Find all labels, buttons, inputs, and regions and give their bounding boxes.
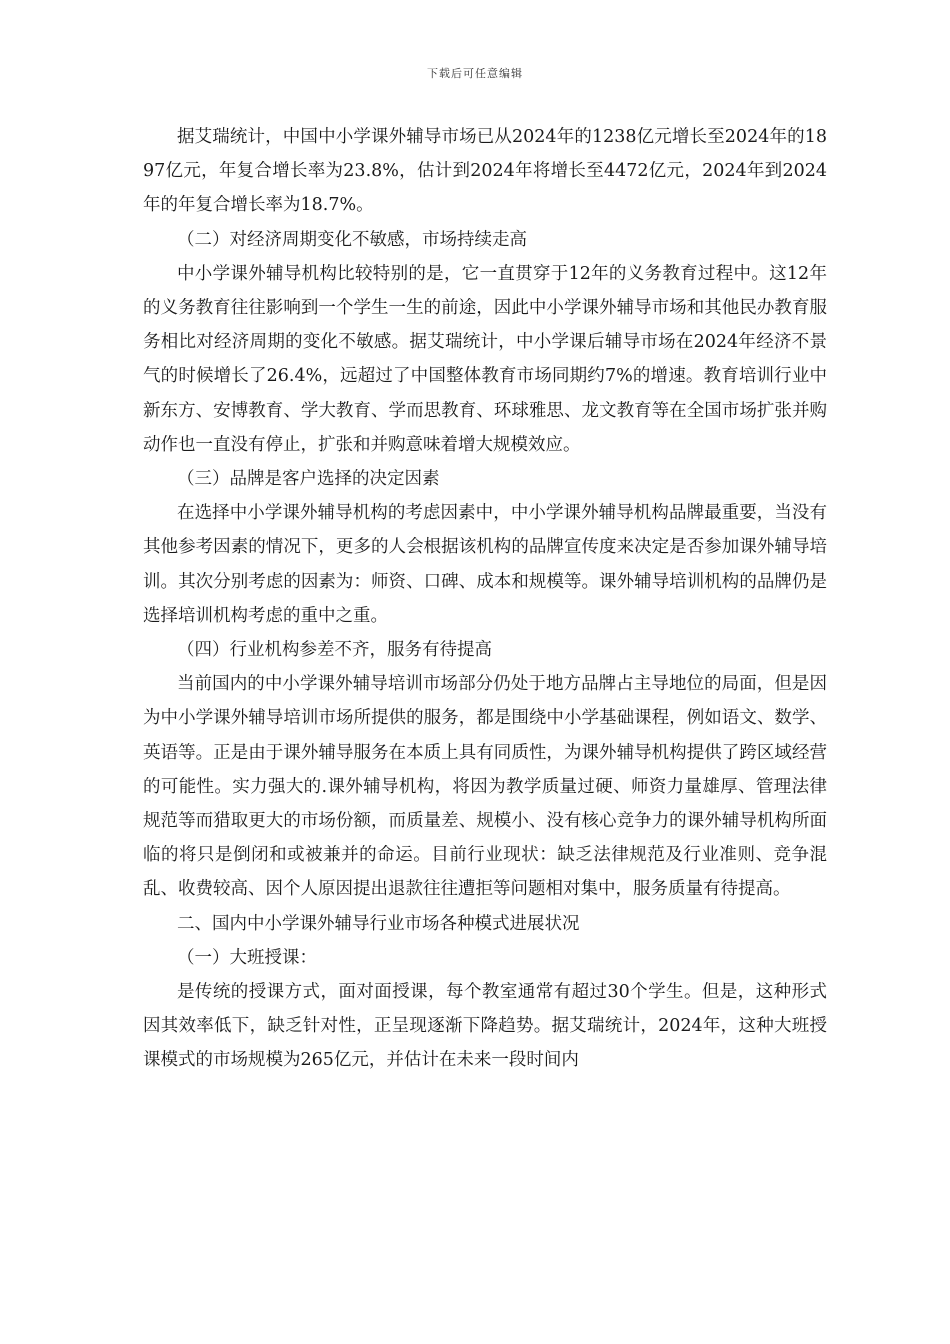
paragraph-market-growth: 据艾瑞统计，中国中小学课外辅导市场已从2024年的1238亿元增长至2024年的1897亿元，年复合增长率为23.8%，估计到2024年将增长至4472亿元，2024年到2024年的年复合增长率为18.7%。 <box>143 127 827 216</box>
paragraph-large-class: 是传统的授课方式，面对面授课，每个教室通常有超过30个学生。但是，这种形式因其效率低下，缺乏针对性，正呈现逐渐下降趋势。据艾瑞统计，2024年，这种大班授课模式的市场规模为265亿元，并估计在未来一段时间内 <box>143 982 827 1071</box>
section-heading-economic-cycle: （二）对经济周期变化不敏感，市场持续走高 <box>177 229 527 250</box>
section-heading-large-class: （一）大班授课： <box>177 947 317 968</box>
page-header: 下载后可任意编辑 <box>427 67 523 80</box>
document-body <box>143 120 827 1078</box>
section-heading-market-models: 二、国内中小学课外辅导行业市场各种模式进展状况 <box>177 913 580 934</box>
paragraph-economic-cycle: 中小学课外辅导机构比较特别的是，它一直贯穿于12年的义务教育过程中。这12年的义务教育往往影响到一个学生一生的前途，因此中小学课外辅导市场和其他民办教育服务相比对经济周期的变化不敏感。据艾瑞统计，中小学课后辅导市场在2024年经济不景气的时候增长了26.4%，远超过了中国整体教育市场同期约7%的增速。教育培训行业中新东方、安博教育、学大教育、学而思教育、环球雅思、龙文教育等在全国市场扩张并购动作也一直没有停止，扩张和并购意味着增大规模效应。 <box>143 263 827 455</box>
section-heading-brand: （三）品牌是客户选择的决定因素 <box>177 469 440 490</box>
paragraph-industry-quality: 当前国内的中小学课外辅导培训市场部分仍处于地方品牌占主导地位的局面，但是因为中小学课外辅导培训市场所提供的服务，都是围绕中小学基础课程，例如语文、数学、英语等。正是由于课外辅导服务在本质上具有同质性，为课外辅导机构提供了跨区域经营的可能性。实力强大的.课外辅导机构，将因为教学质量过硬、师资力量雄厚、管理法律规范等而猎取更大的市场份额，而质量差、规模小、没有核心竞争力的课外辅导机构所面临的将只是倒闭和或被兼并的命运。目前行业现状：缺乏法律规范及行业准则、竞争混乱、收费较高、因个人原因提出退款往往遭拒等问题相对集中，服务质量有待提高。 <box>143 674 827 900</box>
paragraph-brand: 在选择中小学课外辅导机构的考虑因素中，中小学课外辅导机构品牌最重要，当没有其他参考因素的情况下，更多的人会根据该机构的品牌宣传度来决定是否参加课外辅导培训。其次分别考虑的因素为：师资、口碑、成本和规模等。课外辅导培训机构的品牌仍是选择培训机构考虑的重中之重。 <box>143 503 827 626</box>
section-heading-industry-quality: （四）行业机构参差不齐，服务有待提高 <box>177 640 492 661</box>
